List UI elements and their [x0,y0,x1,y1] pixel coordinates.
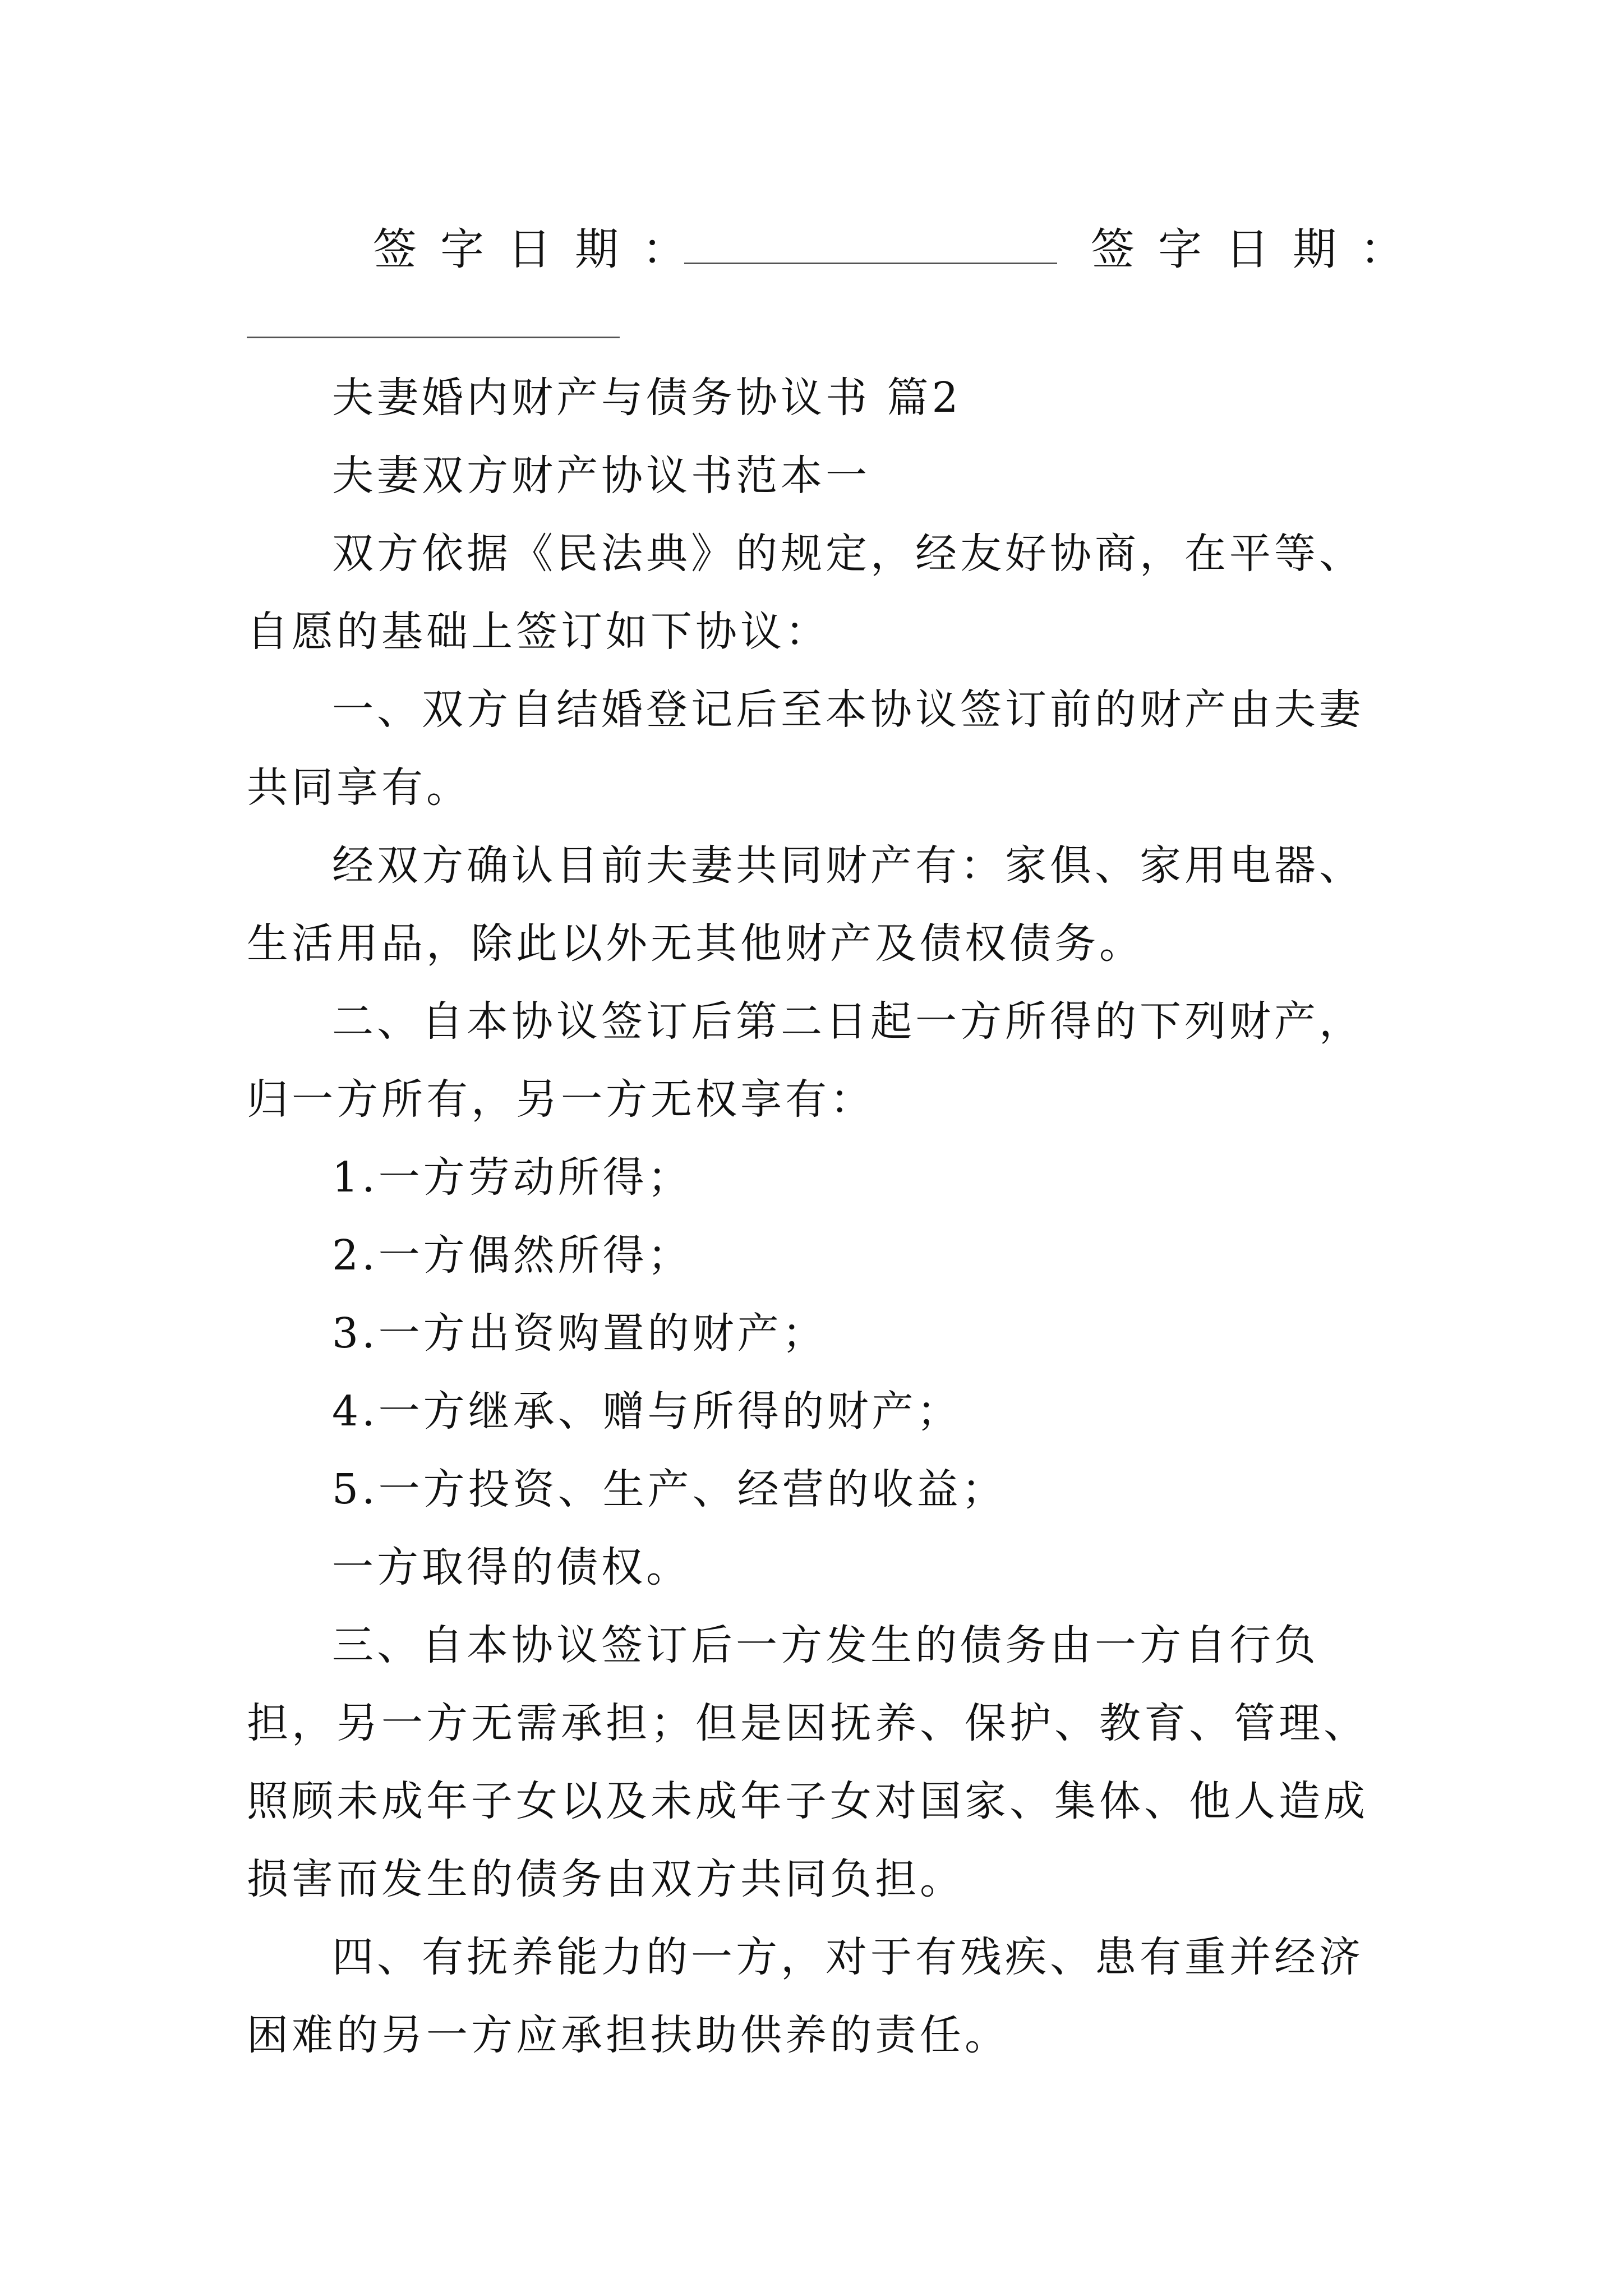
agreement-body [247,359,1385,2074]
signature-date-label-right: 签字日期： [1091,224,1428,275]
signature-date-label-left: 签字日期： [373,224,710,275]
clause-2-item-5: 5.一方投资、生产、经营的收益； [332,1465,1007,1513]
clause-3: 三、自本协议签订后一方发生的债务由一方自行负担，另一方无需承担；但是因抚养、保护、教育、管理、照顾未成年子女以及未成年子女对国家、集体、他人造成损害而发生的债务由双方共同负担。 [247,1621,1368,1903]
signature-date-row [247,219,1428,280]
clause-2-item-6: 一方取得的债权。 [332,1543,691,1591]
clause-2: 二、自本协议签订后第二日起一方所得的下列财产，归一方所有，另一方无权享有： [247,997,1364,1124]
clause-2-item-3: 3.一方出资购置的财产； [332,1309,827,1358]
clause-1-detail: 经双方确认目前夫妻共同财产有：家俱、家用电器、生活用品，除此以外无其他财产及债权债务。 [247,841,1364,968]
clause-2-item-4: 4.一方继承、赠与所得的财产； [332,1387,962,1435]
clause-1: 一、双方自结婚登记后至本协议签订前的财产由夫妻共同享有。 [247,685,1364,812]
agreement-preamble: 双方依据《民法典》的规定，经友好协商，在平等、自愿的基础上签订如下协议： [247,530,1364,656]
signature-date-blank-right [247,337,620,338]
signature-date-blank-left [684,263,1057,264]
clause-4: 四、有抚养能力的一方，对于有残疾、患有重并经济困难的另一方应承担扶助供养的责任。 [247,1933,1364,2059]
clause-2-item-1: 1.一方劳动所得； [332,1153,693,1202]
section-title: 夫妻婚内财产与债务协议书 篇2 [332,374,962,422]
clause-2-item-2: 2.一方偶然所得； [332,1231,693,1280]
agreement-title: 夫妻双方财产协议书范本一 [332,452,870,500]
